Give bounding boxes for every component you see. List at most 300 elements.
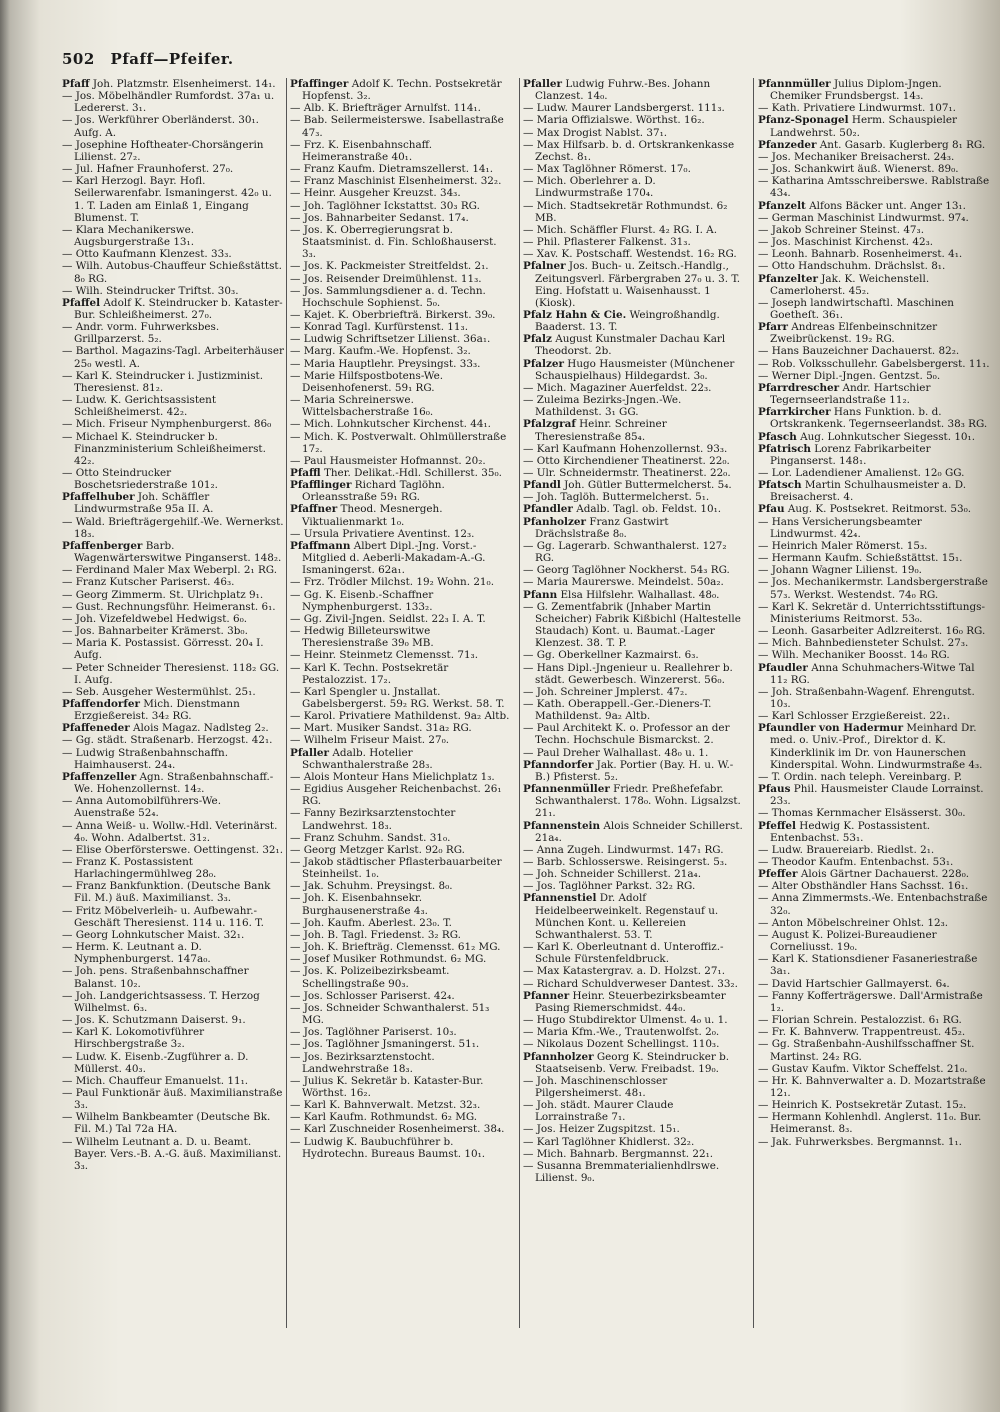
- entry-details: Gg. Straßenbahn-Aushilfsschaffner St. Martinst. 24₂ RG.: [770, 1038, 975, 1063]
- entry-details: Jos. Möbelhändler Rumfordst. 37a₁ u. Ledererst. 3₁.: [74, 90, 275, 115]
- entry-details: Jos. Werkführer Oberländerst. 30₁. Aufg. A.: [74, 114, 259, 139]
- entry-details: Max Drogist Nablst. 37₁.: [536, 126, 668, 139]
- entry-details: Jos. K. Packmeister Streitfeldst. 2₁.: [303, 260, 489, 273]
- directory-entry: [758, 139, 990, 151]
- directory-entry: [290, 260, 512, 272]
- entry-details: Franz Kutscher Pariserst. 46₃.: [75, 576, 235, 589]
- directory-entry: [523, 990, 745, 1014]
- entry-details: Joh. städt. Maurer Claude Lorrainstraße 7₁.: [535, 1099, 674, 1124]
- entry-details: Ludw. K. Eisenb.-Zugführer a. D. Müllerst. 40₃.: [74, 1050, 249, 1075]
- directory-entry: [290, 832, 512, 844]
- directory-entry: [62, 540, 284, 564]
- entry-details: Hans Bauzeichner Dachauerst. 82₂.: [771, 345, 960, 358]
- column-divider: [753, 78, 754, 1328]
- directory-entry: [523, 382, 745, 394]
- directory-entry: [290, 102, 512, 114]
- directory-entry: [758, 1136, 990, 1148]
- directory-entry: [290, 722, 512, 734]
- entry-details: Barb. Wagenwärterswitwe Pinganserst. 148₂.: [74, 539, 282, 565]
- directory-entry: [758, 370, 990, 382]
- directory-entry: [290, 929, 512, 941]
- directory-entry: [523, 1136, 745, 1148]
- directory-entry: [523, 747, 745, 759]
- entry-details: Karl K. Lokomotivführer Hirschbergstraße 3₂.: [74, 1026, 205, 1051]
- directory-entry: [62, 747, 284, 771]
- entry-details: Georg Zimmerm. St. Ulrichplatz 9₁.: [75, 588, 264, 601]
- directory-entry: [523, 175, 745, 199]
- directory-entry: [62, 139, 284, 163]
- entry-surname: Pfaller: [523, 78, 562, 90]
- entry-details: Jos. Schankwirt äuß. Wienerst. 89₀.: [771, 163, 959, 176]
- directory-entry: [523, 1123, 745, 1135]
- entry-surname: Pfannenstein: [523, 819, 601, 832]
- directory-entry: [523, 1014, 745, 1026]
- directory-entry: [523, 309, 745, 333]
- page-number: 502: [62, 50, 95, 68]
- directory-entry: [523, 868, 745, 880]
- directory-entry: [62, 625, 284, 637]
- directory-entry: [758, 662, 990, 686]
- directory-entry: [758, 917, 990, 929]
- entry-details: Karl K. Oberleutnant d. Unteroffiz.-Schule Fürstenfeldbruck.: [535, 941, 724, 966]
- entry-details: Richard Schuldverweser Dantest. 33₂.: [536, 977, 738, 990]
- entry-details: Karol. Privatiere Mathildenst. 9a₂ Altb.: [303, 710, 510, 723]
- entry-details: Heinr. Schreiner Theresienstraße 85₄.: [535, 418, 667, 443]
- directory-entry: [523, 516, 745, 540]
- entry-details: Zuleima Bezirks-Jngen.-We. Mathildenst. 3₁ GG.: [535, 394, 682, 419]
- entry-details: Agn. Straßenbahnschaff.-We. Hohenzollernst. 14₂.: [74, 770, 274, 796]
- entry-details: Max Hilfsarb. b. d. Ortskrankenkasse Zechst. 8₁.: [535, 138, 735, 163]
- entry-surname: Pfatsch: [758, 479, 802, 492]
- entry-details: Kath. Oberappell.-Ger.-Dieners-T. Mathildenst. 9a₂ Altb.: [535, 697, 712, 723]
- directory-entry: [290, 589, 512, 613]
- directory-entry: [758, 953, 990, 977]
- entry-details: Joh. Taglöh. Buttermelcherst. 5₁.: [536, 491, 710, 504]
- entry-details: August Kunstmaler Dachau Karl Theodorst. 2b.: [535, 333, 726, 358]
- entry-details: Jos. Bezirksarztenstocht. Landwehrstraße 18₃.: [302, 1050, 435, 1075]
- entry-surname: Pfaus: [758, 783, 791, 796]
- directory-entry: [758, 783, 990, 807]
- entry-details: Thomas Kernmacher Elsässerst. 30₀.: [771, 807, 966, 820]
- directory-entry: [523, 564, 745, 576]
- directory-entry: [290, 576, 512, 588]
- entry-surname: Pfeffel: [758, 819, 796, 832]
- entry-details: Anna Automobilführers-We. Auenstraße 52₄.: [74, 795, 221, 820]
- directory-entry: [758, 382, 990, 406]
- entry-details: Mart. Musiker Sandst. 31a₂ RG.: [303, 722, 472, 735]
- directory-entry: [290, 771, 512, 783]
- entry-surname: Pfafflinger: [290, 479, 352, 492]
- directory-entry: [758, 807, 990, 819]
- entry-details: Karl K. Bahnverwalt. Metzst. 32₃.: [303, 1099, 481, 1112]
- entry-details: Andreas Elfenbeinschnitzer Zweibrückenst. 19₂ RG.: [770, 321, 938, 346]
- directory-entry: [758, 236, 990, 248]
- directory-entry: [290, 990, 512, 1002]
- directory-entry: [290, 114, 512, 138]
- entry-surname: Pfarr: [758, 321, 788, 334]
- entry-details: Ludwig Fuhrw.-Bes. Johann Clanzest. 14₀.: [535, 78, 711, 103]
- directory-entry: [62, 734, 284, 746]
- entry-surname: Pfaffinger: [290, 78, 349, 90]
- entry-details: Elsa Hilfslehr. Walhallast. 48₀.: [560, 588, 720, 601]
- entry-details: Otto Kirchendiener Theatinerst. 22₀.: [536, 454, 730, 467]
- entry-surname: Pfaudler: [758, 661, 808, 674]
- directory-entry: [290, 321, 512, 333]
- entry-details: Alois Schneider Schillerst. 21a₄.: [535, 819, 743, 844]
- directory-entry: [523, 394, 745, 418]
- entry-details: Marg. Kaufm.-We. Hopfenst. 3₂.: [303, 345, 471, 358]
- directory-entry: [62, 370, 284, 394]
- directory-entry: [62, 516, 284, 540]
- directory-entry: [523, 163, 745, 175]
- directory-entry: [758, 856, 990, 868]
- entry-details: Barb. Schlosserswe. Reisingerst. 5₃.: [536, 856, 728, 868]
- entry-surname: Pfannenstiel: [523, 892, 597, 905]
- directory-entry: [758, 479, 990, 503]
- directory-entry: [758, 552, 990, 564]
- entry-surname: Pfaffenzeller: [62, 770, 137, 783]
- directory-entry: [290, 479, 512, 503]
- entry-surname: Pfaffmann: [290, 539, 351, 552]
- directory-entry: [62, 929, 284, 941]
- directory-entry: [62, 722, 284, 734]
- directory-entry: [62, 1026, 284, 1050]
- entry-details: Johann Wagner Lilienst. 19₀.: [771, 564, 922, 577]
- entry-details: Alois Magaz. Nadlsteg 2₂.: [132, 722, 269, 735]
- entry-details: Paul Architekt K. o. Professor an der Techn. Hochschule Bismarckst. 2.: [535, 722, 730, 747]
- entry-details: Adalb. Tagl. ob. Feldst. 10₁.: [576, 503, 722, 516]
- entry-surname: Pfalner: [523, 260, 566, 273]
- entry-details: Ulr. Schneidermstr. Theatinerst. 22₀.: [536, 467, 731, 479]
- directory-entry: [758, 297, 990, 321]
- directory-entry: [523, 965, 745, 977]
- entry-details: Jos. Bahnarbeiter Sedanst. 17₄.: [303, 211, 469, 224]
- directory-entry: [62, 601, 284, 613]
- column-divider: [286, 78, 287, 1328]
- entry-details: Meinhard Dr. med. o. Univ.-Prof., Direktor d. K. Kinderklinik im Dr. von Haunerschen Kinderspital. Wohn. Lindwurmstraße 4₃.: [770, 722, 983, 771]
- entry-details: Joh. K. Briefträg. Clemensst. 61₂ MG.: [303, 941, 501, 954]
- directory-entry: [523, 941, 745, 965]
- directory-entry: [523, 1075, 745, 1099]
- entry-details: Joh. Maschinenschlosser Pilgersheimerst. 48₁.: [535, 1074, 668, 1099]
- directory-entry: [758, 990, 990, 1014]
- entry-details: Hugo Stubdirektor Ulmenst. 4₀ u. 1.: [536, 1014, 728, 1027]
- directory-column-2: [290, 78, 512, 1160]
- entry-details: Paul Funktionär äuß. Maximilianstraße 3₃.: [74, 1086, 283, 1112]
- directory-entry: [290, 163, 512, 175]
- directory-entry: [62, 613, 284, 625]
- directory-entry: [758, 686, 990, 710]
- entry-details: Richard Taglöhn. Orleansstraße 59₁ RG.: [302, 479, 445, 504]
- entry-surname: Pfalz Hahn & Cie.: [523, 308, 627, 321]
- entry-details: Mich. Bahnarb. Bergmannst. 22₁.: [536, 1147, 714, 1160]
- directory-entry: [62, 345, 284, 369]
- directory-entry: [62, 589, 284, 601]
- directory-entry: [290, 1026, 512, 1038]
- directory-entry: [62, 90, 284, 114]
- entry-details: Hans Versicherungsbeamter Lindwurmst. 42₄.: [770, 515, 922, 540]
- entry-details: Jos. Buch- u. Zeitsch.-Handlg., Zeitungsverl. Färbergraben 27₀ u. 3. T. Eing. Hofstatt u. Waisenhausst. 1 (Kiosk).: [535, 260, 741, 309]
- entry-details: Jak. Schuhm. Preysingst. 8₀.: [303, 880, 453, 893]
- entry-details: Hans Funktion. b. d. Ortskrankenk. Tegernseerlandst. 38₃ RG.: [770, 406, 988, 431]
- directory-entry: [758, 151, 990, 163]
- entry-details: Joh. K. Eisenbahnsekr. Burghausenerstraße 4₃.: [302, 892, 428, 917]
- entry-details: G. Zementfabrik (Jnhaber Martin Scheicher) Fabrik Kißbichl (Haltestelle Staudach) Kont. u. Baumat.-Lager Klenzest. 38. T. P.: [535, 600, 741, 650]
- entry-surname: Pfanzelter: [758, 272, 818, 285]
- entry-details: Mich. K. Postverwalt. Ohlmüllerstraße 17₂.: [302, 430, 507, 455]
- directory-entry: [523, 540, 745, 564]
- entry-surname: Pfaffl: [290, 467, 321, 479]
- directory-entry: [290, 540, 512, 576]
- entry-details: Jos. Heizer Zugspitzst. 15₁.: [536, 1123, 680, 1136]
- entry-details: Wald. Briefträgergehilf.-We. Wernerkst. 18₃.: [74, 515, 284, 540]
- entry-details: Karl K. Techn. Postsekretär Pestalozzist. 17₂.: [302, 661, 449, 686]
- entry-details: Maria Schreinerswe. Wittelsbacherstraße 16₀.: [302, 394, 434, 419]
- directory-entry: [523, 698, 745, 722]
- entry-details: Joh. B. Tagl. Friedenst. 3₂ RG.: [303, 928, 461, 941]
- entry-details: Jos. K. Oberregierungsrat b. Staatsminist. d. Fin. Schloßhauserst. 3₃.: [302, 223, 497, 261]
- entry-details: Andr. Hartschier Tegernseerlandstraße 11₂.: [770, 381, 931, 407]
- directory-entry: [62, 820, 284, 844]
- entry-details: Adolf K. Techn. Postsekretär Hopfenst. 3₂.: [302, 78, 502, 103]
- directory-entry: [290, 917, 512, 929]
- directory-entry: [290, 856, 512, 880]
- entry-details: Kath. Privatiere Lindwurmst. 107₁.: [771, 102, 956, 115]
- directory-entry: [758, 431, 990, 443]
- entry-details: Franz Bankfunktion. (Deutsche Bank Fil. M.) äuß. Maximilianst. 3₃.: [74, 880, 271, 905]
- directory-entry: [758, 114, 990, 138]
- entry-details: Hedwig K. Postassistent. Entenbachst. 53₁.: [770, 819, 931, 844]
- entry-details: Heinr. Steinmetz Clemensst. 71₃.: [303, 649, 479, 662]
- directory-entry: [290, 1075, 512, 1099]
- directory-entry: [290, 309, 512, 321]
- entry-details: Gg. Oberkellner Kazmairst. 6₃.: [536, 649, 699, 662]
- entry-details: Joh. Gütler Buttermelcherst. 5₄.: [564, 479, 732, 492]
- directory-entry: [758, 880, 990, 892]
- directory-entry: [523, 662, 745, 686]
- directory-entry: [523, 856, 745, 868]
- entry-details: Aug. K. Postsekret. Reitmorst. 53₀.: [787, 503, 972, 516]
- directory-entry: [290, 139, 512, 163]
- directory-entry: [62, 564, 284, 576]
- directory-column-1: [62, 78, 284, 1172]
- directory-entry: [62, 795, 284, 819]
- entry-details: Mich. Stadtsekretär Rothmundst. 6₂ MB.: [535, 199, 728, 224]
- entry-details: Maria Hauptlehr. Preysingst. 33₃.: [303, 357, 481, 370]
- entry-surname: Pfarrdrescher: [758, 381, 840, 394]
- directory-entry: [523, 892, 745, 941]
- entry-details: Joseph landwirtschaftl. Maschinen Goetheſt. 36₁.: [770, 296, 954, 321]
- entry-details: Joh. Taglöhner Ickstattst. 30₃ RG.: [303, 199, 480, 212]
- directory-entry: [290, 625, 512, 649]
- directory-entry: [523, 224, 745, 236]
- entry-details: Gustav Kaufm. Viktor Scheffelst. 21₀.: [771, 1062, 968, 1075]
- directory-entry: [62, 248, 284, 260]
- entry-details: Mich. Schäffler Flurst. 4₂ RG. I. A.: [536, 223, 717, 236]
- directory-entry: [758, 637, 990, 649]
- entry-details: Joh. Schneider Schillerst. 21a₄.: [536, 868, 702, 881]
- entry-surname: Pfanz-Sponagel: [758, 114, 849, 127]
- directory-entry: [523, 880, 745, 892]
- entry-surname: Pfatrisch: [758, 442, 811, 455]
- directory-entry: [523, 443, 745, 455]
- directory-entry: [62, 880, 284, 904]
- directory-entry: [758, 102, 990, 114]
- entry-details: Julius Diplom-Jngen. Chemiker Frundsbergst. 14₃.: [770, 78, 942, 103]
- directory-entry: [523, 844, 745, 856]
- directory-entry: [290, 686, 512, 710]
- directory-entry: [758, 200, 990, 212]
- entry-details: T. Ordin. nach teleph. Vereinbarg. P.: [771, 770, 963, 783]
- directory-entry: [62, 175, 284, 224]
- directory-entry: [758, 260, 990, 272]
- entry-details: Max Taglöhner Römerst. 17₀.: [536, 163, 691, 176]
- directory-entry: [758, 443, 990, 467]
- entry-details: Jul. Hafner Fraunhoferst. 27₀.: [75, 163, 234, 176]
- entry-details: Phil. Pflasterer Falkenst. 31₃.: [536, 236, 691, 249]
- directory-entry: [758, 722, 990, 771]
- entry-details: Mich. Magaziner Auerfeldst. 22₃.: [536, 381, 712, 394]
- column-divider: [519, 78, 520, 1328]
- entry-details: Susanna Bremmaterialienhdlrswe. Lilienst. 9₀.: [535, 1159, 720, 1185]
- directory-entry: [290, 965, 512, 989]
- entry-surname: Pfaller: [290, 746, 329, 759]
- directory-entry: [62, 394, 284, 418]
- entry-details: Peter Schneider Theresienst. 118₂ GG. I. Aufg.: [74, 661, 280, 686]
- directory-entry: [523, 260, 745, 309]
- entry-details: Jos. Mechanikermstr. Landsbergerstraße 57₃. Werkst. Westendst. 74₀ RG.: [770, 576, 988, 601]
- directory-entry: [758, 1099, 990, 1111]
- entry-details: Jos. Reisender Dreimühlenst. 11₃.: [303, 272, 482, 285]
- directory-entry: [758, 1026, 990, 1038]
- directory-entry: [523, 576, 745, 588]
- directory-entry: [62, 224, 284, 248]
- entry-surname: Pfalzer: [523, 357, 564, 370]
- directory-entry: [758, 844, 990, 856]
- entry-details: Franz Schuhm. Sandst. 31₀.: [303, 831, 451, 844]
- entry-details: Katharina Amtsschreiberswe. Rablstraße 43₄.: [770, 175, 990, 200]
- entry-details: Joh. Kaufm. Aberlest. 23₀. T.: [303, 916, 452, 929]
- directory-entry: [758, 929, 990, 953]
- directory-entry: [523, 589, 745, 601]
- entry-details: Anna Schuhmachers-Witwe Tal 11₂ RG.: [770, 661, 975, 686]
- entry-details: Ludw. Brauereiarb. Riedlst. 2₁.: [771, 843, 935, 856]
- entry-surname: Pfanzeder: [758, 138, 817, 151]
- entry-details: Georg K. Steindrucker b. Staatseisenb. Verw. Freibadst. 19₀.: [535, 1050, 730, 1075]
- entry-details: Nikolaus Dozent Schellingst. 110₃.: [536, 1038, 720, 1051]
- entry-details: Paul Hausmeister Hofmannst. 20₂.: [303, 454, 486, 467]
- directory-entry: [758, 406, 990, 430]
- directory-entry: [62, 990, 284, 1014]
- entry-details: Karl Kaufmann Hohenzollernst. 93₃.: [536, 442, 728, 455]
- directory-entry: [758, 1063, 990, 1075]
- directory-entry: [523, 649, 745, 661]
- directory-entry: [290, 418, 512, 430]
- directory-entry: [290, 953, 512, 965]
- directory-entry: [62, 1051, 284, 1075]
- directory-entry: [758, 892, 990, 916]
- entry-surname: Pfeffer: [758, 868, 798, 881]
- directory-entry: [758, 163, 990, 175]
- directory-entry: [523, 479, 745, 491]
- entry-details: Jak. Fuhrwerksbes. Bergmannst. 1₁.: [771, 1135, 962, 1148]
- entry-details: Paul Dreher Walhallast. 48₀ u. 1.: [536, 746, 709, 759]
- entry-surname: Pfanzelt: [758, 199, 806, 212]
- directory-entry: [758, 175, 990, 199]
- directory-entry: [290, 370, 512, 394]
- entry-details: Otto Kaufmann Klenzest. 33₃.: [75, 248, 232, 261]
- entry-details: Ludwig Schriftsetzer Lilienst. 36a₁.: [303, 333, 491, 346]
- directory-entry: [758, 1111, 990, 1135]
- entry-details: Theod. Mesnergeh. Viktualienmarkt 1₀.: [302, 503, 443, 528]
- entry-details: Maria Offizialswe. Wörthst. 16₂.: [536, 114, 705, 127]
- entry-details: Wilhelm Leutnant a. D. u. Beamt. Bayer. Vers.-B. A.-G. äuß. Maximilianst. 3₃.: [74, 1135, 282, 1172]
- entry-details: Heinr. Ausgeher Kreuzst. 34₃.: [303, 187, 461, 200]
- entry-details: Ludwig Straßenbahnschaffn. Haimhauserst. 24₄.: [74, 746, 229, 771]
- directory-entry: [758, 625, 990, 637]
- directory-entry: [62, 965, 284, 989]
- directory-entry: [523, 722, 745, 746]
- entry-details: Joh. Straßenbahn-Wagenf. Ehrengutst. 10₃.: [770, 685, 975, 710]
- directory-entry: [523, 102, 745, 114]
- entry-details: Joh. Vizefeldwebel Hedwigst. 6₀.: [75, 612, 248, 625]
- entry-details: Herm. Schauspieler Landwehrst. 50₂.: [770, 114, 957, 139]
- entry-details: Mich. Chauffeur Emanuelst. 11₁.: [75, 1074, 249, 1087]
- directory-entry: [290, 662, 512, 686]
- entry-details: Franz K. Postassistent Harlachingermühlweg 28₀.: [74, 856, 217, 881]
- entry-details: Jos. K. Schutzmann Daiserst. 9₁.: [75, 1014, 246, 1027]
- directory-entry: [290, 1002, 512, 1026]
- entry-details: Karl K. Steindrucker i. Justizminist. Theresienst. 81₂.: [74, 369, 264, 394]
- page-title: Pfaff—Pfeifer.: [110, 50, 234, 68]
- entry-details: Theodor Kaufm. Entenbachst. 53₁.: [771, 856, 954, 868]
- directory-entry: [758, 820, 990, 844]
- directory-entry: [62, 297, 284, 321]
- entry-details: Fanny Bezirksarztenstochter Landwehrst. 18₃.: [302, 807, 456, 832]
- directory-column-4: [758, 78, 990, 1148]
- entry-surname: Pfaff: [62, 78, 90, 90]
- directory-entry: [758, 540, 990, 552]
- entry-details: Heinr. Steuerbezirksbeamter Pasing Riemerschmidst. 44₀.: [535, 989, 726, 1014]
- directory-entry: [758, 649, 990, 661]
- entry-details: Kajet. K. Oberbriefträ. Birkerst. 39₀.: [303, 308, 496, 321]
- directory-entry: [290, 200, 512, 212]
- entry-details: Andr. vorm. Fuhrwerksbes. Grillparzerst. 5₂.: [74, 321, 220, 346]
- directory-entry: [758, 601, 990, 625]
- entry-details: Anna Weiß- u. Wollw.-Hdl. Veterinärst. 4₀. Wohn. Adalbertst. 31₂.: [74, 819, 278, 844]
- entry-details: Adolf K. Steindrucker b. Kataster-Bur. Schleißheimerst. 27₀.: [74, 296, 283, 321]
- directory-entry: [290, 649, 512, 661]
- entry-surname: Pfannmüller: [758, 78, 831, 90]
- entry-details: Heinrich Maler Römerst. 15₃.: [771, 539, 928, 552]
- directory-entry: [523, 114, 745, 126]
- entry-surname: Pfanner: [523, 989, 570, 1002]
- directory-entry: [62, 285, 284, 297]
- entry-details: Georg Taglöhner Nockherst. 54₃ RG.: [536, 564, 730, 577]
- entry-details: Michael K. Steindrucker b. Finanzministerium Schleißheimerst. 42₂.: [74, 430, 266, 467]
- entry-details: Fanny Kofferträgerswe. Dall'Armistraße 1₂.: [770, 989, 983, 1014]
- directory-entry: [62, 163, 284, 175]
- directory-entry: [290, 224, 512, 260]
- entry-details: August K. Polizei-Bureaudiener Corneliusst. 19₀.: [770, 928, 937, 954]
- directory-entry: [62, 260, 284, 284]
- entry-details: Klara Mechanikerswe. Augsburgerstraße 13₁.: [74, 223, 195, 249]
- entry-details: Karl Herzogl. Bayr. Hofl. Seilerwarenfabr. Ismaningerst. 42₀ u. 1. T. Laden am Einlaß 1, Eingang Blumenst. T.: [74, 175, 272, 224]
- entry-details: Otto Steindrucker Boschetsriederstraße 101₂.: [74, 467, 218, 492]
- directory-entry: [62, 467, 284, 491]
- entry-details: Franz Kaufm. Dietramszellerst. 14₁.: [303, 163, 494, 176]
- entry-details: Karl Schlosser Erzgießereist. 22₁.: [771, 710, 951, 723]
